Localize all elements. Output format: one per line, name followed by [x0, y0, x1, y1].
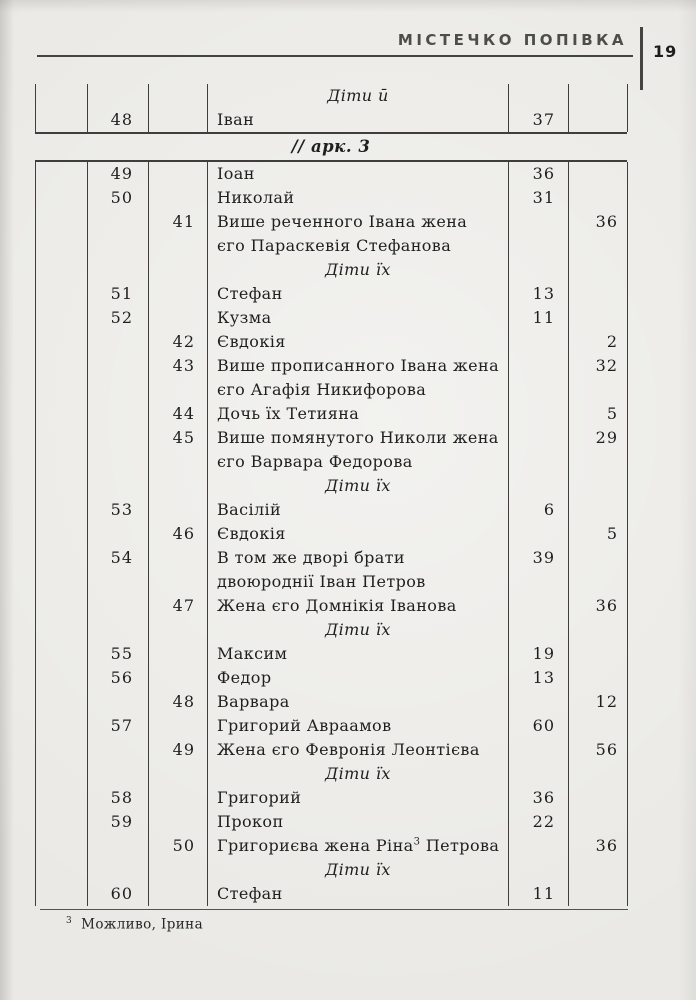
- cell-name: Више реченного Івана жена єго Параскевія Стефанова: [208, 210, 509, 258]
- cell-female-age: [569, 618, 628, 642]
- cell-female-no: 48: [149, 690, 208, 714]
- cell-male-age: 11: [509, 882, 569, 906]
- cell-house: [36, 762, 88, 786]
- cell-male-no: [88, 762, 149, 786]
- cell-female-no: 49: [149, 738, 208, 762]
- cell-male-age: [509, 738, 569, 762]
- cell-male-age: 11: [509, 306, 569, 330]
- children-subheader-row: [35, 618, 627, 642]
- cell-female-no: [149, 714, 208, 738]
- cell-female-no: [149, 498, 208, 522]
- cell-name: Діти їх: [208, 258, 509, 282]
- table-row: [35, 738, 627, 762]
- cell-female-age: [569, 474, 628, 498]
- cell-house: [36, 618, 88, 642]
- children-subheader-row: [35, 858, 627, 882]
- table-row: [35, 108, 627, 132]
- cell-female-no: [149, 108, 208, 132]
- cell-female-no: 46: [149, 522, 208, 546]
- cell-female-no: 41: [149, 210, 208, 258]
- cell-female-age: 36: [569, 210, 628, 258]
- cell-male-age: [509, 522, 569, 546]
- cell-house: [36, 330, 88, 354]
- cell-house: [36, 642, 88, 666]
- cell-male-no: [88, 690, 149, 714]
- cell-female-age: [569, 258, 628, 282]
- cell-female-age: [569, 186, 628, 210]
- footnote-ref: 3: [413, 836, 421, 848]
- cell-female-no: [149, 786, 208, 810]
- cell-name: Федор: [208, 666, 509, 690]
- cell-female-no: 42: [149, 330, 208, 354]
- cell-male-age: [509, 594, 569, 618]
- cell-name: Діти їх: [208, 618, 509, 642]
- cell-male-no: [88, 858, 149, 882]
- cell-name: Стефан: [208, 282, 509, 306]
- header-vertical-bar: [640, 27, 643, 90]
- cell-male-no: 58: [88, 786, 149, 810]
- table-row: [35, 642, 627, 666]
- cell-female-no: [149, 162, 208, 186]
- cell-house: [36, 810, 88, 834]
- cell-name: Діти їх: [208, 858, 509, 882]
- cell-female-age: [569, 306, 628, 330]
- cell-name: Діти їх: [208, 474, 509, 498]
- cell-house: [36, 714, 88, 738]
- cell-male-no: [88, 594, 149, 618]
- cell-female-no: [149, 306, 208, 330]
- cell-male-no: 53: [88, 498, 149, 522]
- cell-name: Іоан: [208, 162, 509, 186]
- table-row: [35, 834, 627, 858]
- cell-male-no: [88, 330, 149, 354]
- cell-female-age: 29: [569, 426, 628, 474]
- cell-female-age: [569, 162, 628, 186]
- cell-male-age: [509, 474, 569, 498]
- cell-name: Више прописанного Івана жена єго Агафія Никифорова: [208, 354, 509, 402]
- cell-female-age: [569, 714, 628, 738]
- cell-name: Максим: [208, 642, 509, 666]
- cell-house: [36, 474, 88, 498]
- page-number: 19: [653, 42, 678, 61]
- sheet-marker-row: // арк. 3: [35, 132, 627, 162]
- cell-male-no: 54: [88, 546, 149, 594]
- cell-male-age: 13: [509, 282, 569, 306]
- cell-female-age: [569, 84, 628, 108]
- cell-male-no: [88, 618, 149, 642]
- cell-house: [36, 546, 88, 594]
- cell-house: [36, 858, 88, 882]
- cell-male-age: 36: [509, 162, 569, 186]
- cell-male-age: 37: [509, 108, 569, 132]
- table-row: [35, 498, 627, 522]
- cell-name: Євдокія: [208, 330, 509, 354]
- cell-male-no: 59: [88, 810, 149, 834]
- cell-male-age: [509, 858, 569, 882]
- footnote-text: Можливо, Ірина: [81, 916, 204, 933]
- table-row: [35, 882, 627, 906]
- cell-house: [36, 498, 88, 522]
- cell-male-age: 13: [509, 666, 569, 690]
- footnote-marker: 3: [66, 916, 73, 926]
- cell-male-no: [88, 474, 149, 498]
- cell-female-age: 2: [569, 330, 628, 354]
- cell-house: [36, 186, 88, 210]
- cell-female-age: 5: [569, 402, 628, 426]
- cell-female-no: 44: [149, 402, 208, 426]
- cell-name: Жена єго Домнікія Іванова: [208, 594, 509, 618]
- table-row: [35, 786, 627, 810]
- table-row: [35, 714, 627, 738]
- cell-house: [36, 162, 88, 186]
- cell-male-age: 36: [509, 786, 569, 810]
- cell-name: Васілій: [208, 498, 509, 522]
- children-subheader-row: [35, 762, 627, 786]
- cell-house: [36, 738, 88, 762]
- cell-female-no: [149, 258, 208, 282]
- table-row: [35, 426, 627, 474]
- cell-male-no: [88, 354, 149, 402]
- census-table: [35, 84, 627, 906]
- cell-name: Іван: [208, 108, 509, 132]
- cell-male-no: [88, 402, 149, 426]
- cell-female-no: 45: [149, 426, 208, 474]
- table-row: [35, 354, 627, 402]
- cell-name: Кузма: [208, 306, 509, 330]
- cell-male-age: 60: [509, 714, 569, 738]
- children-subheader-row: [35, 258, 627, 282]
- cell-name: Стефан: [208, 882, 509, 906]
- cell-female-age: [569, 546, 628, 594]
- children-subheader-row: [35, 84, 627, 108]
- cell-female-age: 5: [569, 522, 628, 546]
- cell-female-no: [149, 666, 208, 690]
- cell-male-no: 50: [88, 186, 149, 210]
- cell-female-age: [569, 762, 628, 786]
- footnote: [66, 916, 203, 933]
- cell-name: Діти їх: [208, 762, 509, 786]
- cell-name: Прокоп: [208, 810, 509, 834]
- cell-female-age: 36: [569, 834, 628, 858]
- cell-name: Євдокія: [208, 522, 509, 546]
- cell-female-no: 43: [149, 354, 208, 402]
- cell-female-age: [569, 108, 628, 132]
- cell-female-age: [569, 498, 628, 522]
- table-row: [35, 594, 627, 618]
- table-row: [35, 282, 627, 306]
- table-row: [35, 306, 627, 330]
- cell-male-age: 19: [509, 642, 569, 666]
- cell-male-no: [88, 522, 149, 546]
- table-row: [35, 690, 627, 714]
- cell-male-age: [509, 354, 569, 402]
- cell-name: Жена єго Февронія Леонтієва: [208, 738, 509, 762]
- cell-female-no: [149, 642, 208, 666]
- children-subheader-row: [35, 474, 627, 498]
- cell-male-age: [509, 834, 569, 858]
- cell-house: [36, 666, 88, 690]
- cell-name: Варвара: [208, 690, 509, 714]
- cell-female-no: [149, 858, 208, 882]
- cell-female-no: [149, 474, 208, 498]
- cell-male-age: [509, 210, 569, 258]
- cell-male-age: 22: [509, 810, 569, 834]
- cell-house: [36, 354, 88, 402]
- cell-male-no: [88, 210, 149, 258]
- table-row: [35, 546, 627, 594]
- cell-female-no: [149, 618, 208, 642]
- cell-female-age: 56: [569, 738, 628, 762]
- cell-female-no: [149, 84, 208, 108]
- cell-male-no: 52: [88, 306, 149, 330]
- cell-male-no: 55: [88, 642, 149, 666]
- cell-female-age: 36: [569, 594, 628, 618]
- cell-female-age: [569, 882, 628, 906]
- cell-male-age: [509, 330, 569, 354]
- table-row: [35, 162, 627, 186]
- cell-male-age: [509, 690, 569, 714]
- table-row: [35, 402, 627, 426]
- cell-name: В том же дворі брати двоюроднії Іван Петров: [208, 546, 509, 594]
- cell-house: [36, 108, 88, 132]
- cell-female-no: [149, 762, 208, 786]
- cell-house: [36, 402, 88, 426]
- table-row: [35, 522, 627, 546]
- cell-male-no: 49: [88, 162, 149, 186]
- cell-male-no: [88, 834, 149, 858]
- cell-male-no: 57: [88, 714, 149, 738]
- cell-female-age: [569, 810, 628, 834]
- cell-male-age: [509, 258, 569, 282]
- cell-male-age: 6: [509, 498, 569, 522]
- cell-male-age: [509, 402, 569, 426]
- cell-name: Николай: [208, 186, 509, 210]
- cell-female-age: [569, 858, 628, 882]
- cell-female-no: [149, 546, 208, 594]
- header-rule: [37, 55, 633, 57]
- cell-female-age: 32: [569, 354, 628, 402]
- cell-female-age: [569, 642, 628, 666]
- cell-house: [36, 522, 88, 546]
- cell-house: [36, 882, 88, 906]
- cell-male-age: [509, 762, 569, 786]
- cell-female-no: 50: [149, 834, 208, 858]
- cell-female-no: [149, 186, 208, 210]
- cell-male-no: [88, 426, 149, 474]
- cell-house: [36, 594, 88, 618]
- cell-house: [36, 786, 88, 810]
- cell-male-no: [88, 258, 149, 282]
- cell-male-age: 31: [509, 186, 569, 210]
- cell-name: Григорий: [208, 786, 509, 810]
- table-row: [35, 810, 627, 834]
- cell-male-age: [509, 426, 569, 474]
- cell-name: Григорий Авраамов: [208, 714, 509, 738]
- footnote-rule: [40, 909, 628, 910]
- running-head-title: МІСТЕЧКО ПОПІВКА: [397, 31, 627, 49]
- table-row: [35, 330, 627, 354]
- cell-name: Дочь їх Тетияна: [208, 402, 509, 426]
- cell-house: [36, 834, 88, 858]
- cell-house: [36, 258, 88, 282]
- cell-male-no: [88, 738, 149, 762]
- cell-house: [36, 282, 88, 306]
- cell-house: [36, 426, 88, 474]
- table-row: [35, 210, 627, 258]
- cell-female-age: [569, 786, 628, 810]
- cell-female-age: [569, 282, 628, 306]
- cell-house: [36, 690, 88, 714]
- table-row: [35, 186, 627, 210]
- cell-female-no: [149, 810, 208, 834]
- table-row: [35, 666, 627, 690]
- cell-house: [36, 210, 88, 258]
- cell-male-no: 60: [88, 882, 149, 906]
- cell-house: [36, 306, 88, 330]
- cell-male-no: 56: [88, 666, 149, 690]
- cell-male-no: [88, 84, 149, 108]
- cell-female-no: [149, 282, 208, 306]
- cell-male-no: 48: [88, 108, 149, 132]
- cell-male-age: 39: [509, 546, 569, 594]
- cell-female-no: [149, 882, 208, 906]
- cell-name: Діти ӣ: [208, 84, 509, 108]
- cell-female-age: 12: [569, 690, 628, 714]
- cell-name: Више помянутого Николи жена єго Варвара Федорова: [208, 426, 509, 474]
- cell-female-age: [569, 666, 628, 690]
- cell-house: [36, 84, 88, 108]
- cell-male-age: [509, 618, 569, 642]
- cell-male-age: [509, 84, 569, 108]
- cell-female-no: 47: [149, 594, 208, 618]
- cell-name: Григориєва жена Ріна$^3$ Петрова: [208, 834, 509, 858]
- cell-male-no: 51: [88, 282, 149, 306]
